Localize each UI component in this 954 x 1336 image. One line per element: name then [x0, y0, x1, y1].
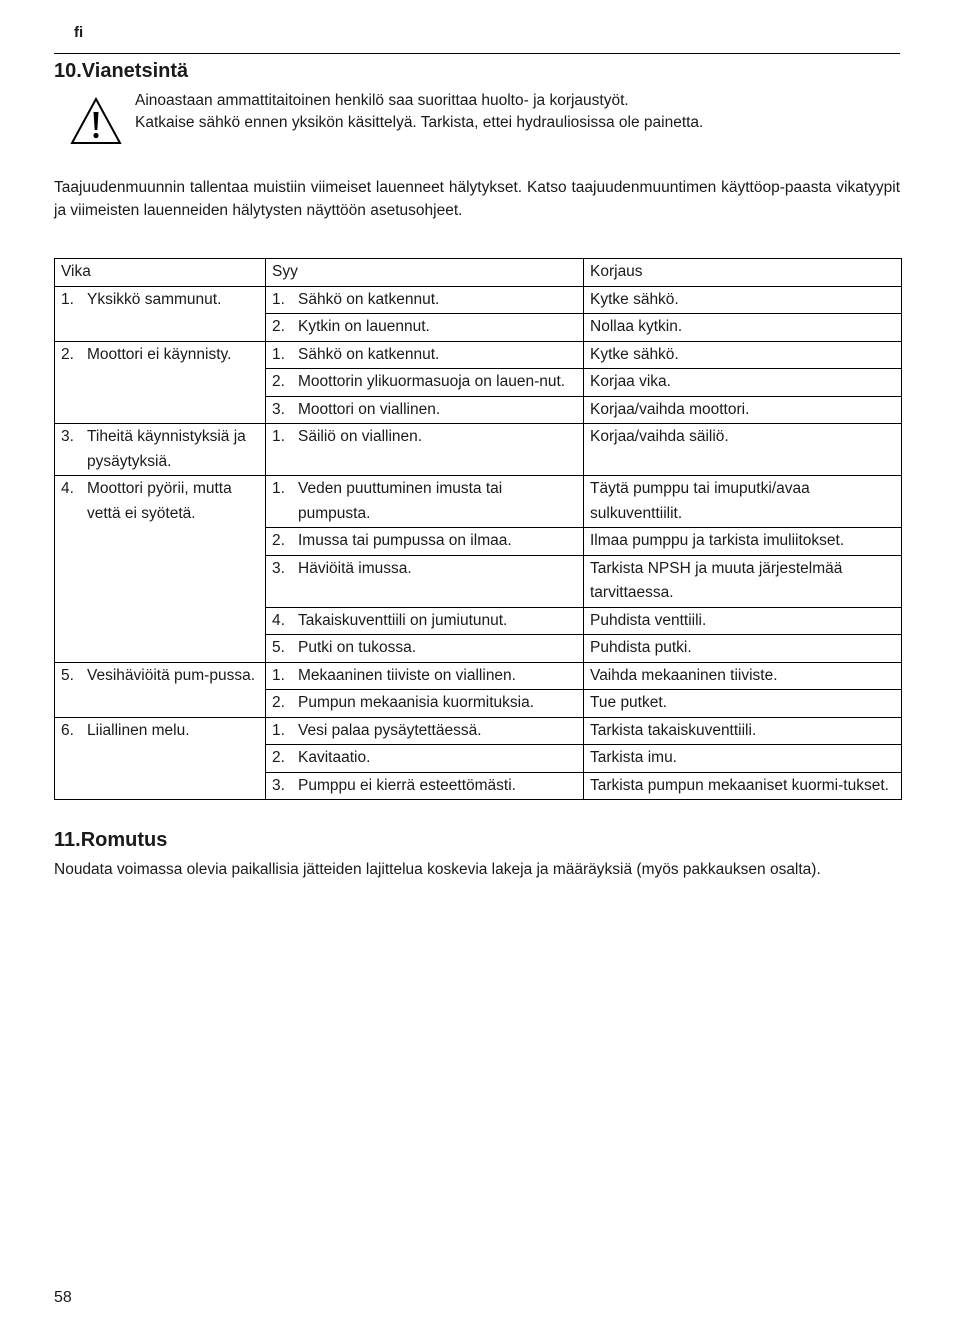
cause-item — [272, 691, 577, 716]
cause-item — [272, 664, 577, 689]
cause-cell — [266, 424, 584, 476]
table-row — [55, 717, 902, 745]
cause-text: Kytkin on lauennut. — [298, 318, 430, 335]
table-row — [55, 476, 902, 528]
cause-text: Imussa tai pumpussa on ilmaa. — [298, 532, 512, 549]
fault-label: Moottori ei käynnisty. — [87, 345, 232, 363]
cause-item — [272, 529, 577, 554]
fault-number: 6. — [61, 721, 74, 739]
cause-text: Häviöitä imussa. — [298, 559, 412, 577]
cause-text: Vesi palaa pysäytettäessä. — [298, 721, 482, 739]
section-title-disposal: 11.Romutus — [54, 829, 168, 851]
cause-item — [272, 288, 577, 313]
cause-number: 4. — [272, 611, 285, 629]
disposal-paragraph: Noudata voimassa olevia paikallisia jätteiden lajittelua koskevia lakeja ja määräyksiä (myös pakkauksen osalta). — [54, 861, 821, 878]
fault-item — [61, 288, 259, 313]
cause-cell — [266, 635, 584, 663]
cause-item — [272, 609, 577, 634]
fault-number: 4. — [61, 480, 74, 497]
cause-text: Sähkö on katkennut. — [298, 345, 440, 363]
cause-cell — [266, 690, 584, 718]
warning-line: Ainoastaan ammattitaitoinen henkilö saa suorittaa huolto- ja korjaustyöt. — [135, 92, 629, 109]
table-header-row — [55, 259, 902, 287]
cause-number: 2. — [272, 318, 285, 335]
cause-cell — [266, 662, 584, 690]
fault-label: Yksikkö sammunut. — [87, 290, 222, 308]
cause-text: Takaiskuventtiili on jumiutunut. — [298, 611, 508, 629]
fault-cell — [55, 341, 266, 424]
fix-cell: Kytke sähkö. — [584, 341, 902, 369]
fault-label: Moottori pyörii, mutta vettä ei syötetä. — [87, 480, 232, 522]
cause-text: Säiliö on viallinen. — [298, 428, 423, 445]
cause-number: 1. — [272, 666, 285, 684]
fix-cell: Puhdista putki. — [584, 635, 902, 663]
cause-cell — [266, 745, 584, 773]
fault-item — [61, 477, 259, 526]
fault-label: Vesihäviöitä pum-pussa. — [87, 666, 256, 684]
cause-text: Moottori on viallinen. — [298, 400, 441, 418]
fix-cell: Täytä pumppu tai imuputki/avaa sulkuventtiilit. — [584, 476, 902, 528]
cause-number: 5. — [272, 639, 285, 656]
fix-cell: Ilmaa pumppu ja tarkista imuliitokset. — [584, 528, 902, 556]
cause-text: Mekaaninen tiiviste on viallinen. — [298, 666, 516, 684]
fault-cell — [55, 476, 266, 663]
cause-number: 2. — [272, 749, 285, 766]
table-row — [55, 424, 902, 476]
fault-cell — [55, 717, 266, 800]
cause-cell — [266, 369, 584, 397]
section-title-troubleshooting: 10.Vianetsintä — [54, 60, 189, 82]
cause-item — [272, 477, 577, 526]
cause-cell — [266, 528, 584, 556]
cause-text: Pumppu ei kierrä esteettömästi. — [298, 776, 516, 794]
cause-item — [272, 425, 577, 450]
cause-number: 1. — [272, 345, 285, 363]
cause-number: 1. — [272, 721, 285, 739]
cause-number: 2. — [272, 532, 285, 549]
cause-cell — [266, 607, 584, 635]
fix-cell: Nollaa kytkin. — [584, 314, 902, 342]
cause-number: 2. — [272, 694, 285, 711]
cause-item — [272, 370, 577, 395]
fault-item — [61, 664, 259, 689]
fix-cell: Tarkista imu. — [584, 745, 902, 773]
cause-number: 1. — [272, 428, 285, 445]
cause-number: 3. — [272, 559, 285, 577]
fault-number: 2. — [61, 345, 74, 363]
fix-cell: Tarkista NPSH ja muuta järjestelmää tarvittaessa. — [584, 555, 902, 607]
cause-number: 1. — [272, 290, 285, 308]
cause-cell — [266, 555, 584, 607]
fault-item — [61, 425, 259, 474]
troubleshooting-table — [54, 258, 902, 800]
cause-item — [272, 398, 577, 423]
cause-text: Pumpun mekaanisia kuormituksia. — [298, 694, 535, 711]
cause-text: Kavitaatio. — [298, 749, 371, 766]
fix-cell: Kytke sähkö. — [584, 286, 902, 314]
cause-text: Putki on tukossa. — [298, 639, 417, 656]
cause-item — [272, 746, 577, 771]
fix-cell: Puhdista venttiili. — [584, 607, 902, 635]
fix-cell: Tarkista pumpun mekaaniset kuormi-tukset. — [584, 772, 902, 800]
cause-item — [272, 557, 577, 582]
cause-cell — [266, 396, 584, 424]
page-number: 58 — [54, 1289, 72, 1306]
fault-cell — [55, 662, 266, 717]
cause-text: Moottorin ylikuormasuoja on lauen-nut. — [298, 373, 566, 390]
warning-line: Katkaise sähkö ennen yksikön käsittelyä. Tarkista, ettei hydrauliosissa ole painetta. — [135, 114, 704, 131]
cause-cell — [266, 341, 584, 369]
cause-cell — [266, 772, 584, 800]
fault-cell — [55, 286, 266, 341]
column-header-fault: Vika — [55, 259, 266, 287]
fix-cell: Korjaa/vaihda moottori. — [584, 396, 902, 424]
cause-cell — [266, 717, 584, 745]
table-row — [55, 286, 902, 314]
cause-item — [272, 343, 577, 368]
language-code: fi — [74, 24, 84, 41]
cause-item — [272, 719, 577, 744]
column-header-cause: Syy — [266, 259, 584, 287]
cause-number: 3. — [272, 776, 285, 794]
cause-cell — [266, 314, 584, 342]
table-row — [55, 662, 902, 690]
fix-cell: Tarkista takaiskuventtiili. — [584, 717, 902, 745]
fix-cell: Korjaa vika. — [584, 369, 902, 397]
cause-item — [272, 315, 577, 340]
fix-cell: Vaihda mekaaninen tiiviste. — [584, 662, 902, 690]
column-header-fix: Korjaus — [584, 259, 902, 287]
fault-cell — [55, 424, 266, 476]
fault-number: 3. — [61, 428, 74, 445]
cause-item — [272, 774, 577, 799]
cause-number: 1. — [272, 480, 285, 497]
cause-item — [272, 636, 577, 661]
cause-number: 2. — [272, 373, 285, 390]
cause-cell — [266, 286, 584, 314]
cause-number: 3. — [272, 400, 285, 418]
fix-cell: Tue putket. — [584, 690, 902, 718]
fault-item — [61, 719, 259, 744]
table-row — [55, 341, 902, 369]
fault-number: 5. — [61, 666, 74, 684]
fix-cell: Korjaa/vaihda säiliö. — [584, 424, 902, 476]
fault-label: Liiallinen melu. — [87, 721, 190, 739]
fault-label: Tiheitä käynnistyksiä ja pysäytyksiä. — [87, 428, 246, 470]
header-rule — [54, 53, 900, 54]
warning-text — [135, 90, 703, 134]
cause-cell — [266, 476, 584, 528]
table-body — [55, 286, 902, 800]
fault-item — [61, 343, 259, 368]
warning-triangle-icon — [70, 97, 122, 145]
intro-paragraph: Taajuudenmuunnin tallentaa muistiin viimeiset lauenneet hälytykset. Katso taajuudenmuuntimen käyttöop-paasta vikatyypit ja viimeisten lauenneiden hälytysten näyttöön asetusohjeet. — [54, 179, 900, 219]
fault-number: 1. — [61, 290, 74, 308]
cause-text: Veden puuttuminen imusta tai pumpusta. — [298, 480, 503, 522]
cause-text: Sähkö on katkennut. — [298, 290, 440, 308]
